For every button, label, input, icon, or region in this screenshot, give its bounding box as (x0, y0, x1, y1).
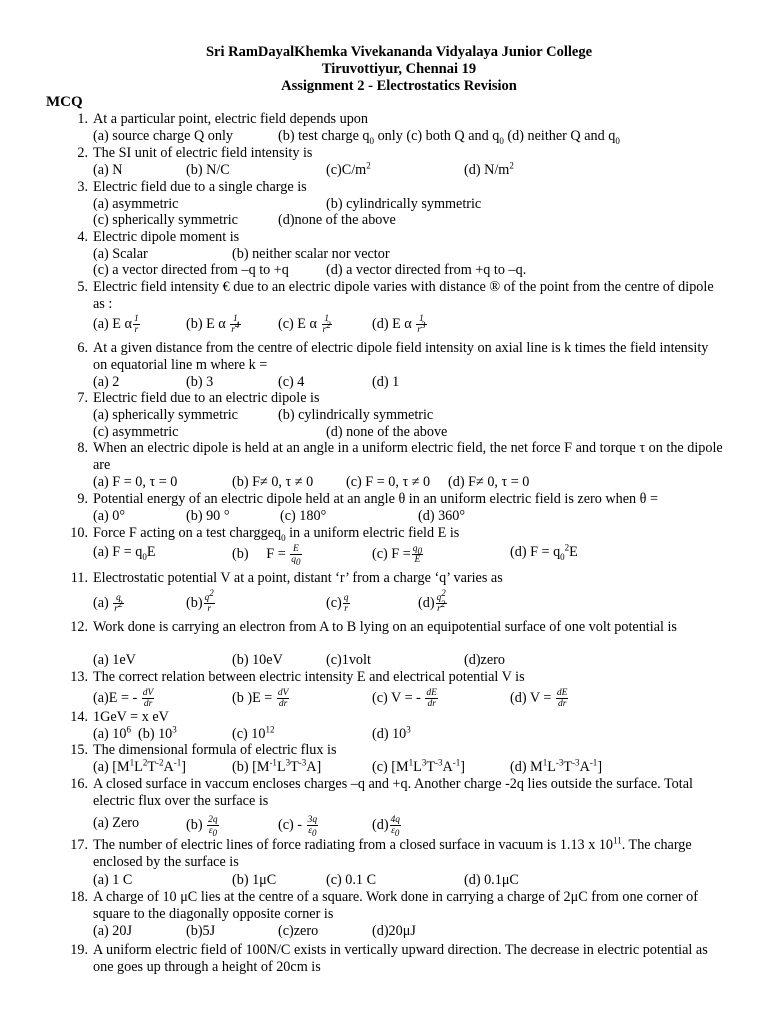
q18-option-d: (d)20μJ (372, 923, 416, 939)
q17-option-c: (c) 0.1 C (326, 872, 377, 888)
q5-option-a: (a) E α $\frac{1}{r}$ (93, 314, 139, 335)
question-number: 2. (77, 145, 88, 161)
question-text: Electrostatic potential V at a point, distant ‘r’ from a charge ‘q’ varies as (93, 570, 503, 586)
q15-option-a: (a) $[M^1L^2T^{-2}A^{-1}]$ (93, 757, 186, 775)
q3-option-a: (a) asymmetric (93, 196, 179, 212)
school-location: Tiruvottiyur, Chennai 19 (321, 60, 477, 77)
q4-option-d: (d) a vector directed from +q to –q. (326, 262, 527, 278)
question-text: The number of electric lines of force radiating from a closed surface in vacuum is 1.13 x $10^{11}$. The charge enclosed by the surface is (93, 835, 692, 870)
question-text: Electric field intensity € due to an electric dipole varies with distance ® of the point from the centre of dipole as : (93, 279, 714, 312)
q14-option-d: (d) $10^3$ (372, 724, 411, 742)
q8-option-b: (b) F≠ 0, τ ≠ 0 (232, 474, 314, 490)
q15-option-d: (d) $M^1L^{-3}T^{-3}A^{-1}$] (510, 757, 603, 775)
q6-option-d: (d) 1 (372, 374, 400, 390)
question-text: A uniform electric field of 100N/C exists in vertically upward direction. The decrease in electric potential as one goes up through a height of 20cm is (93, 942, 708, 975)
question-text: At a given distance from the centre of electric dipole field intensity on axial line is k times the field intensity on equatorial line m where k = (93, 340, 709, 373)
question-number: 17. (70, 837, 88, 853)
q6-option-b: (b) 3 (186, 374, 214, 390)
q18-option-c: (c)zero (278, 923, 319, 939)
q2-option-a: (a) N (93, 162, 123, 178)
q10-option-d: (d) $F = q_0^2E$ (510, 542, 578, 562)
question-text: The dimensional formula of electric flux is (93, 742, 337, 758)
q8-option-c: (c) F = 0, τ ≠ 0 (346, 474, 431, 490)
q14-option-b: (b) $10^3$ (138, 724, 177, 742)
q15-option-b: (b) $[M^{-1}L^3T^{-3}A]$ (232, 757, 322, 775)
q3-option-b: (b) cylindrically symmetric (326, 196, 482, 212)
q15-option-c: (c) $[M^1L^3T^{-3}A^{-1}]$ (372, 757, 465, 775)
assignment-title: Assignment 2 - Electrostatics Revision (281, 77, 517, 94)
question-number: 8. (77, 440, 88, 456)
q2-option-c: $(c)C/m^2$ (326, 160, 371, 178)
q12-option-b: (b) 10eV (232, 652, 283, 668)
question-number: 6. (77, 340, 88, 356)
q2-option-d: (d) $N/m^2$ (464, 160, 514, 178)
q1-options-bcd: (b) test charge $q_0$ only (c) both Q and $q_0$ (d) neither Q and $q_0$ (278, 128, 620, 146)
question-number: 12. (70, 619, 88, 635)
q4-option-c: (c) a vector directed from –q to +q (93, 262, 289, 278)
q1-option-a: (a) source charge Q only (93, 128, 233, 144)
q12-option-c: (c)1volt (326, 652, 371, 668)
q6-option-a: (a) 2 (93, 374, 120, 390)
question-text: Electric field due to a single charge is (93, 179, 307, 195)
q10-option-b: (b) F = $\frac{E}{q_0}$ (232, 544, 301, 567)
question-number: 19. (70, 942, 88, 958)
q8-option-d: (d) F≠ 0, τ = 0 (448, 474, 530, 490)
question-text: Force F acting on a test charggeq$_0$ in a uniform electric field E is (93, 525, 460, 543)
q5-option-b: (b) E α $\frac{1}{r^4}$ (186, 314, 240, 336)
q5-option-c: (c) E α $\frac{1}{r^2}$ (278, 314, 331, 336)
question-number: 18. (70, 889, 88, 905)
question-number: 15. (70, 742, 88, 758)
q3-option-d: (d)none of the above (278, 212, 396, 228)
q18-option-b: (b)5J (186, 923, 216, 939)
q13-option-d: (d) V = $\frac{dE}{dr}$ (510, 688, 568, 709)
q11-option-a: (a) $\frac{q}{r^2}$ (93, 593, 123, 615)
q12-option-d: (d)zero (464, 652, 505, 668)
q9-option-d: (d) 360° (418, 508, 466, 524)
question-number: 13. (70, 669, 88, 685)
question-text: When an electric dipole is held at an angle in a uniform electric field, the net force F and torque τ on the dipole are (93, 440, 723, 473)
q12-option-a: (a) 1eV (93, 652, 136, 668)
q4-option-a: (a) Scalar (93, 246, 148, 262)
q13-option-c: (c) V = - $\frac{dE}{dr}$ (372, 688, 437, 709)
q16-option-c: (c) - $\frac{3q}{\varepsilon_0}$ (278, 815, 318, 838)
q9-option-a: (a) 0° (93, 508, 126, 524)
q11-option-b: (b) $\frac{q^2}{r}$ (186, 588, 214, 615)
q11-option-d: (d) $\frac{q^2}{r^2}$ (418, 588, 446, 615)
q13-option-a: (a)E = - $\frac{dV}{dr}$ (93, 688, 154, 709)
question-text: Electric field due to an electric dipole is (93, 390, 320, 406)
q7-option-b: (b) cylindrically symmetric (278, 407, 434, 423)
question-text: A charge of 10 μC lies at the centre of a square. Work done in carrying a charge of 2μC from one corner of square to the diagonally opposite corner is (93, 889, 699, 922)
q17-option-d: (d) 0.1μC (464, 872, 519, 888)
question-text: A closed surface in vaccum encloses charges –q and +q. Another charge -2q lies outside the surface. Total electric flux over the surface is (93, 776, 693, 809)
question-number: 7. (77, 390, 88, 406)
q8-option-a: (a) F = 0, τ = 0 (93, 474, 178, 490)
q10-option-a: (a) $F = q_0E$ (93, 544, 156, 562)
q10-option-c: (c) F = $\frac{q_0}{E}$ (372, 544, 422, 565)
document-header (0, 44, 768, 94)
question-number: 5. (77, 279, 88, 295)
q16-option-a: (a) Zero (93, 815, 140, 831)
q16-option-d: (d) $\frac{4q}{\varepsilon_0}$ (372, 815, 401, 838)
question-number: 1. (77, 111, 88, 127)
question-number: 16. (70, 776, 88, 792)
q14-option-c: (c) $10^{12}$ (232, 724, 275, 742)
q11-option-c: (c) $\frac{q}{r}$ (326, 593, 349, 614)
q3-option-c: (c) spherically symmetric (93, 212, 238, 228)
q13-option-b: (b )E = $\frac{dV}{dr}$ (232, 688, 289, 709)
question-text: Electric dipole moment is (93, 229, 240, 245)
q5-option-d: (d) E α $\frac{1}{r^3}$ (372, 314, 426, 336)
section-label: MCQ (46, 94, 83, 110)
question-number: 3. (77, 179, 88, 195)
question-number: 10. (70, 525, 88, 541)
school-name: Sri RamDayalKhemka Vivekananda Vidyalaya Junior College (205, 44, 593, 60)
question-text: Work done is carrying an electron from A to B lying on an equipotential surface of one volt potential is (93, 619, 677, 635)
q6-option-c: (c) 4 (278, 374, 305, 390)
q2-option-b: (b) N/C (186, 162, 230, 178)
q16-option-b: (b) $\frac{2q}{\varepsilon_0}$ (186, 815, 218, 838)
q9-option-b: (b) 90 ° (186, 508, 230, 524)
question-text: Potential energy of an electric dipole held at an angle θ in an uniform electric field is zero when θ = (93, 491, 658, 507)
question-text: The SI unit of electric field intensity is (93, 145, 313, 161)
q17-option-b: (b) 1μC (232, 872, 277, 888)
question-number: 4. (77, 229, 88, 245)
question-text: The correct relation between electric intensity E and electrical potential V is (93, 669, 525, 685)
q7-option-a: (a) spherically symmetric (93, 407, 238, 423)
question-text: 1GeV = x eV (93, 709, 169, 725)
question-number: 14. (70, 709, 88, 725)
q7-option-d: (d) none of the above (326, 424, 448, 440)
q14-option-a: (a) $10^6$ (93, 724, 131, 742)
question-number: 11. (70, 570, 88, 586)
q17-option-a: (a) 1 C (93, 872, 133, 888)
q18-option-a: (a) 20J (93, 923, 133, 939)
q4-option-b: (b) neither scalar nor vector (232, 246, 390, 262)
question-text: At a particular point, electric field depends upon (93, 111, 368, 127)
question-number: 9. (77, 491, 88, 507)
q9-option-c: (c) 180° (280, 508, 327, 524)
q7-option-c: (c) asymmetric (93, 424, 179, 440)
